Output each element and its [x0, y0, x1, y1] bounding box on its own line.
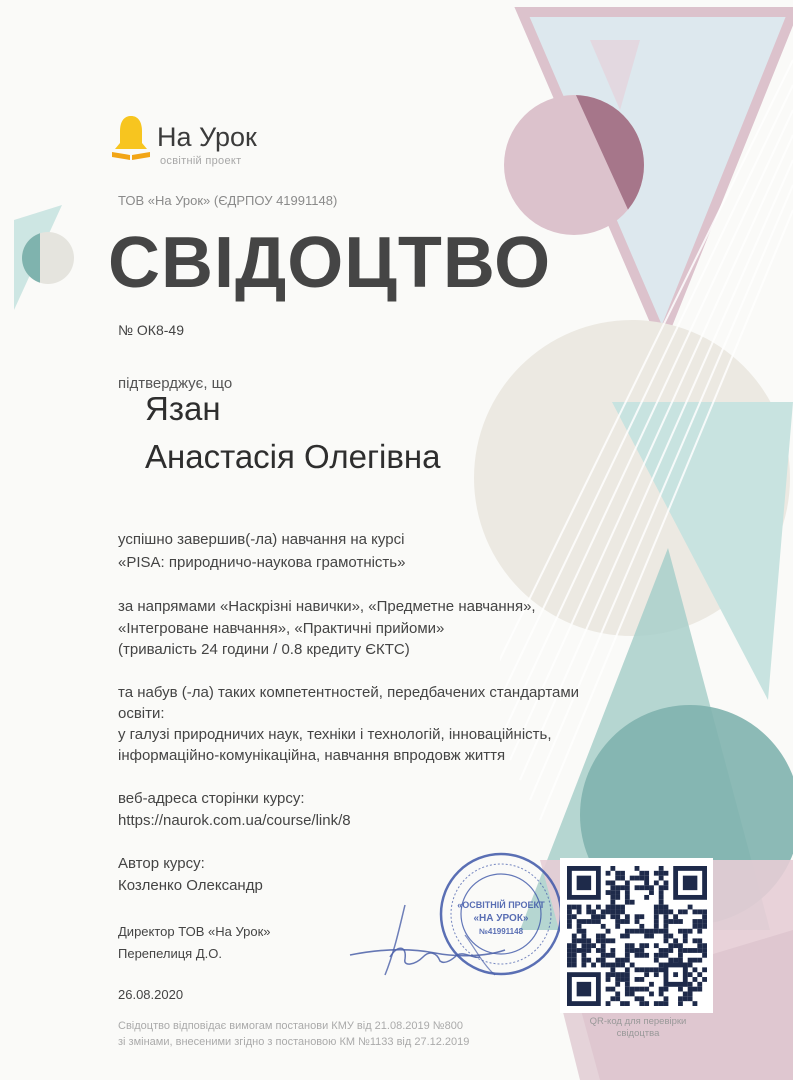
- competencies-line-4: інформаційно-комунікаційна, навчання впродовж життя: [118, 747, 506, 764]
- directions-line-1: за напрямами «Наскрізні навички», «Предметне навчання»,: [118, 598, 536, 615]
- footnote-line-1: Свідоцтво відповідає вимогам постанови КМУ від 21.08.2019 №800: [118, 1020, 463, 1032]
- course-url-label: веб-адреса сторінки курсу:: [118, 790, 305, 807]
- directions-line-2: «Інтегроване навчання», «Практичні прийоми»: [118, 620, 445, 637]
- qr-code[interactable]: [567, 866, 707, 1006]
- naurok-logo: [110, 112, 310, 172]
- stamp-line-2: «НА УРОК»: [473, 913, 529, 924]
- qr-code-box: [560, 858, 713, 1013]
- recipient-given-name: Анастасія Олегівна: [145, 438, 441, 475]
- competencies-line-3: у галузі природничих наук, техніки і технологій, інноваційність,: [118, 726, 552, 743]
- logo-subtitle: освітній проект: [160, 155, 242, 167]
- director-signature: [345, 895, 510, 985]
- issue-date: 26.08.2020: [118, 987, 184, 1002]
- organization-line: ТОВ «На Урок» (ЄДРПОУ 41991148): [118, 193, 338, 208]
- duration-line: (тривалість 24 години / 0.8 кредиту ЄКТС): [118, 641, 410, 658]
- competencies-line-2: освіти:: [118, 705, 165, 722]
- certificate-number: № ОК8-49: [118, 322, 184, 338]
- course-url[interactable]: https://naurok.com.ua/course/link/8: [118, 812, 351, 829]
- certificate-title: СВІДОЦТВО: [108, 223, 552, 303]
- footnote-line-2: зі змінами, внесеними згідно з постановою КМ №1133 від 27.12.2019: [118, 1036, 470, 1048]
- logo-name: На Урок: [157, 122, 257, 152]
- qr-caption: QR-код для перевірки свідоцтва: [589, 1016, 687, 1039]
- course-name: «PISA: природничо-наукова грамотність»: [118, 554, 406, 571]
- bell-icon: [110, 114, 152, 164]
- confirms-label: підтверджує, що: [118, 375, 233, 392]
- director-label: Директор ТОВ «На Урок»: [118, 924, 271, 939]
- competencies-line-1: та набув (-ла) таких компетентностей, передбачених стандартами: [118, 684, 580, 701]
- stamp-line-3: №41991148: [478, 927, 524, 936]
- author-name: Козленко Олександр: [118, 877, 263, 894]
- author-label: Автор курсу:: [118, 855, 205, 872]
- completed-line: успішно завершив(-ла) навчання на курсі: [118, 531, 405, 548]
- director-name: Перепелиця Д.О.: [118, 946, 222, 961]
- stamp-line-1: «ОСВІТНІЙ ПРОЕКТ: [457, 900, 545, 910]
- recipient-surname: Язан: [145, 390, 221, 427]
